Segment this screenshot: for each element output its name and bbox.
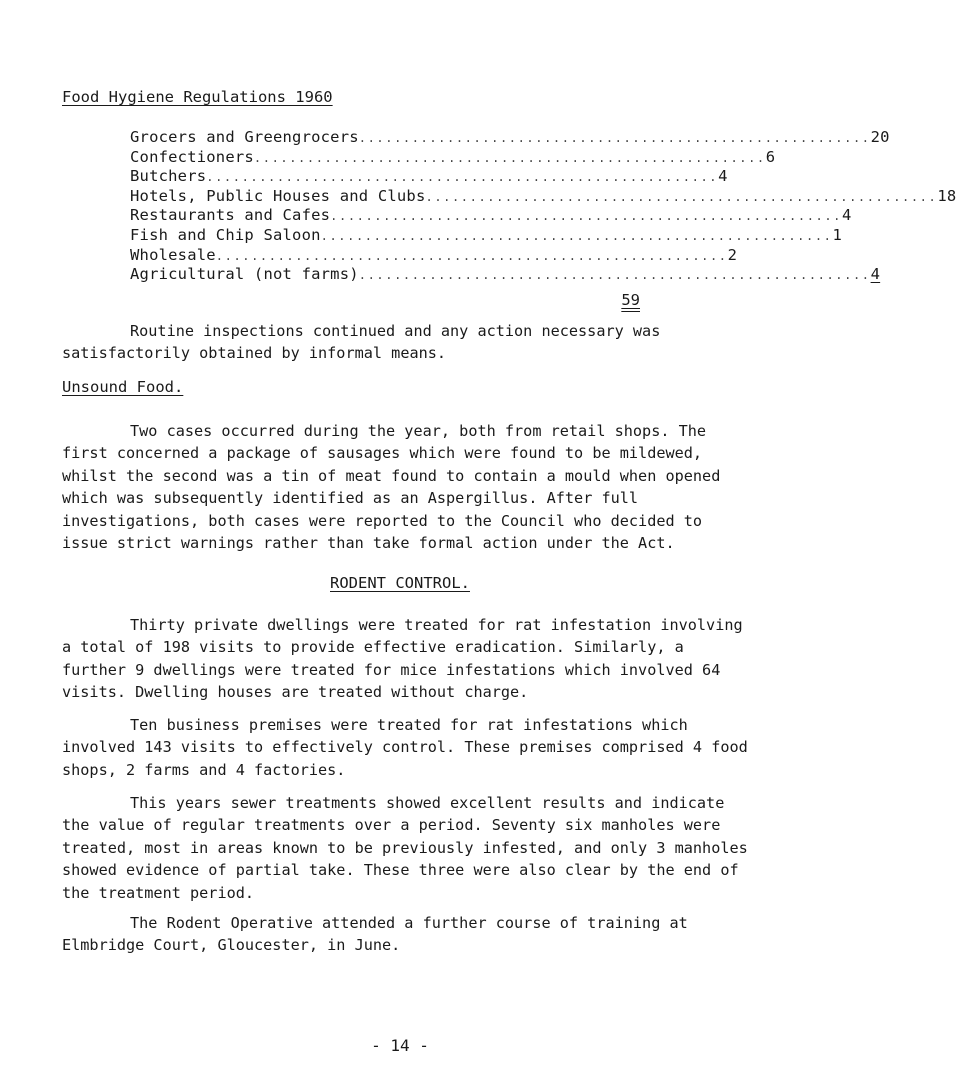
list-item [130,245,738,266]
premises-count: 4 [842,206,852,225]
leader-dots: .......................................................... [425,189,938,204]
premises-label: Fish and Chip Saloon [130,225,321,244]
premises-label: Confectioners [130,147,254,166]
premises-total: 59 [621,291,640,309]
list-item [130,206,852,226]
leader-dots: .......................................................... [330,209,842,224]
list-item [130,167,728,187]
rodent-paragraph-dwellings: Thirty private dwellings were treated for rat infestation involving a total of 198 visits to provide effective eradication. Similarly, a further 9 dwellings were treated for mice infestations which involved 64 visits. Dwelling houses are treated without charge. [62,616,743,702]
leader-dots: .......................................................... [358,131,871,145]
premises-count: 20 [870,128,890,146]
routine-inspections-paragraph: Routine inspections continued and any action necessary was satisfactorily obtained by informal means. [62,322,661,363]
premises-label: Wholesale [130,245,216,264]
premises-label: Hotels, Public Houses and Clubs [130,186,426,205]
rodent-paragraph-training: The Rodent Operative attended a further course of training at Elmbridge Court, Gloucester, in June. [62,914,688,955]
list-item [130,265,881,285]
page-number: - 14 - [371,1036,429,1055]
premises-count: 6 [765,147,776,166]
leader-dots: .......................................................... [215,248,728,263]
premises-label: Agricultural (not farms) [130,265,359,284]
list-item [130,225,843,246]
leader-dots: .......................................................... [206,170,719,185]
rodent-paragraph-business: Ten business premises were treated for rat infestations which involved 143 visits to effectively control. These premises comprised 4 food shops, 2 farms and 4 factories. [62,716,748,779]
list-item [130,186,956,207]
leader-dots: .......................................................... [358,268,871,283]
list-item [130,128,890,148]
premises-label: Butchers [130,167,207,186]
premises-count: 2 [727,245,738,264]
premises-label: Grocers and Greengrocers [130,128,359,146]
unsound-food-paragraph: Two cases occurred during the year, both from retail shops. The first concerned a package of sausages which were found to be mildewed, whilst the second was a tin of meat found to contain a mould when opened which was subsequently identified as an Aspergillus. After full investigations, both cases were reported to the Council who decided to issue strict warnings rather than take formal action under the Act. [62,422,721,553]
unsound-food-heading: Unsound Food. [62,378,184,396]
leader-dots: .......................................................... [253,150,766,165]
premises-list [130,128,956,285]
premises-count: 18 [937,186,956,205]
premises-count: 1 [832,225,843,244]
rodent-control-heading: RODENT CONTROL. [330,574,470,592]
premises-count: 4 [718,167,728,186]
page-title: Food Hygiene Regulations 1960 [62,88,333,106]
list-item [130,147,776,168]
premises-label: Restaurants and Cafes [130,206,331,225]
leader-dots: .......................................................... [320,228,833,243]
rodent-paragraph-sewers: This years sewer treatments showed excellent results and indicate the value of regular treatments over a period. Seventy six manholes were treated, most in areas known to be previously infested, and only 3 manholes showed evidence of partial take. These three were also clear by the end of the treatment period. [62,794,748,902]
premises-count: 4 [870,265,881,284]
